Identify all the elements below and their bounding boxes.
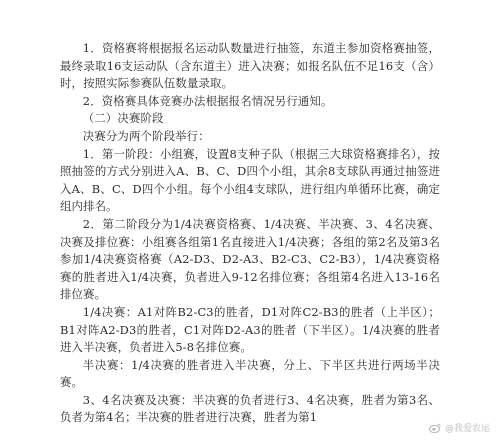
section-heading-finals: （二）决赛阶段 <box>82 111 164 126</box>
document-body <box>60 40 440 427</box>
watermark-text: @我爱农运 <box>444 424 490 434</box>
paragraph-qualifier-draw: 1．资格赛将根据报名运动队数量进行抽签，东道主参加资格赛抽签，最终录取16支运动队（含东道主）进入决赛；如报名队伍不足16支（含）时，按照实际参赛队伍数量录取。 <box>60 41 440 91</box>
paragraph-semifinals: 半决赛：1/4决赛的胜者进入半决赛，分上、下半区共进行两场半决赛。 <box>60 357 440 390</box>
paragraph-finals-intro: 决赛分为两个阶段举行： <box>82 128 210 143</box>
paragraph-quarterfinals: 1/4决赛：A1对阵B2-C3的胜者，D1对阵C2-B3的胜者（上半区）；B1对阵A2-D3的胜者，C1对阵D2-A3的胜者（下半区）。1/4决赛的胜者进入半决赛，负者进入5-8名排位赛。 <box>60 304 440 355</box>
paragraph-finals: 3、4名决赛及决赛：半决赛的负者进行3、4名决赛，胜者为第3名、负者为第4名；半决赛的胜者进行决赛，胜者为第1 <box>60 392 440 425</box>
watermark <box>429 421 490 434</box>
paragraph-qualifier-rules: 2．资格赛具体竞赛办法根据报名情况另行通知。 <box>82 93 333 108</box>
weibo-icon <box>429 423 441 433</box>
paragraph-stage-one: 1．第一阶段：小组赛，设置8支种子队（根据三大球资格赛排名），按照抽签的方式分别进入A、B、C、D四个小组，其余8支球队再通过抽签进入A、B、C、D四个小组。每个小组4支球队，进行组内单循环比赛，确定组内排名。 <box>60 146 440 214</box>
paragraph-stage-two: 2．第二阶段分为1/4决赛资格赛、1/4决赛、半决赛、3、4名决赛、决赛及排位赛：小组赛各组第1名直接进入1/4决赛；各组的第2名及第3名参加1/4决赛资格赛（A2-D3、D2-A3、B2-C3、C2-B3），1/4决赛资格赛的胜者进入1/4决赛，负者进入9-12名排位赛；各组第4名进入13-16名排位赛。 <box>60 216 440 302</box>
